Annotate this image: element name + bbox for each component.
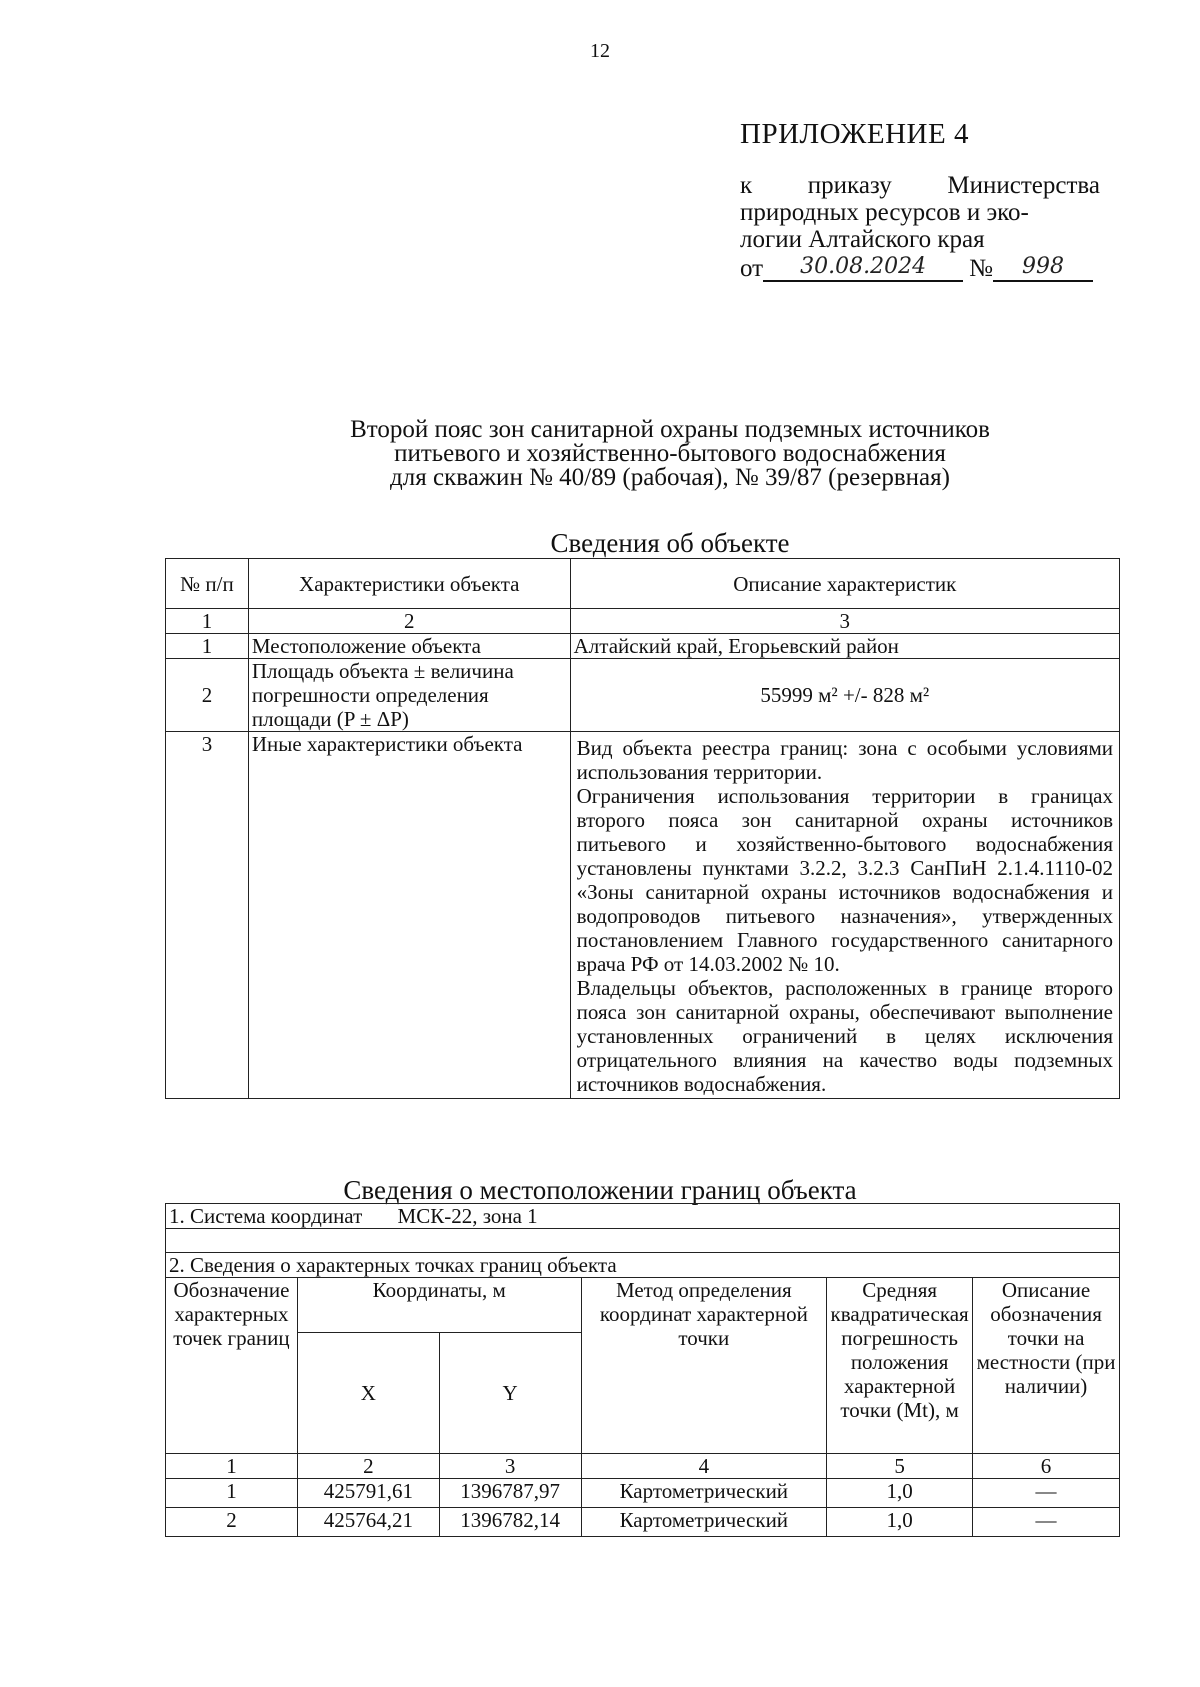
header-x: X [297, 1333, 439, 1454]
header-description: Описание характеристик [570, 559, 1119, 609]
header-point-description: Описание обозначения точки на местности (при наличии) [973, 1278, 1120, 1454]
table-row [166, 634, 1120, 659]
coord-system-label: 1. Система координат [169, 1204, 363, 1228]
title-line: Второй пояс зон санитарной охраны подземных источников [350, 416, 990, 443]
title-line: питьевого и хозяйственно-бытового водоснабжения [394, 440, 946, 467]
header-point-designation: Обозначение характерных точек границ [166, 1278, 298, 1454]
order-word-ministry: Министерства [947, 172, 1100, 199]
header-coordinates: Координаты, м [297, 1278, 581, 1333]
table-row [166, 1508, 1120, 1537]
index-cell: 1 [166, 1454, 298, 1479]
table-row [166, 659, 1120, 732]
row-characteristic: Местоположение объекта [248, 634, 570, 659]
object-table [165, 558, 1120, 1099]
table-index-row [166, 609, 1120, 634]
header-y: Y [439, 1333, 581, 1454]
point-mt: 1,0 [827, 1508, 973, 1537]
object-section-heading: Сведения об объекте [550, 528, 790, 558]
description-paragraph: Владельцы объектов, расположенных в границе второго пояса зон санитарной охраны, обеспечивают выполнение установленных ограничений в целях исключения отрицательного влияния на качество воды подземных источников водоснабжения. [576, 976, 1113, 1096]
point-y: 1396787,97 [439, 1479, 581, 1508]
handwritten-number: 998 [993, 253, 1093, 282]
row-num: 2 [166, 659, 249, 732]
order-word-prikazu: приказу [807, 172, 892, 199]
row-num: 3 [166, 732, 249, 1099]
point-x: 425791,61 [297, 1479, 439, 1508]
coord-system-cell [166, 1204, 1120, 1229]
table-row [166, 732, 1120, 1099]
point-mt: 1,0 [827, 1479, 973, 1508]
points-label: 2. Сведения о характерных точках границ объекта [166, 1253, 1120, 1278]
header-method: Метод определения координат характерной точки [581, 1278, 827, 1454]
order-line-2: природных ресурсов и эко- [740, 199, 1029, 226]
index-cell: 2 [248, 609, 570, 634]
location-table [165, 1203, 1120, 1537]
index-cell: 3 [439, 1454, 581, 1479]
order-line-3: логии Алтайского края [740, 226, 985, 253]
row-description: 55999 м² +/- 828 м² [570, 659, 1119, 732]
point-x: 425764,21 [297, 1508, 439, 1537]
index-cell: 3 [570, 609, 1119, 634]
location-section-heading: Сведения о местоположении границ объекта [343, 1175, 857, 1205]
point-id: 1 [166, 1479, 298, 1508]
handwritten-date: 30.08.2024 [763, 253, 963, 282]
row-characteristic: Площадь объекта ± величина погрешности определения площади (P ± ΔP) [248, 659, 570, 732]
index-cell: 5 [827, 1454, 973, 1479]
page-number: 12 [590, 40, 610, 62]
number-label: № [969, 255, 993, 282]
spacer-row [166, 1229, 1120, 1253]
index-cell: 2 [297, 1454, 439, 1479]
header-error: Средняя квадратическая погрешность положения характерной точки (Mt), м [827, 1278, 973, 1454]
order-date-number [740, 253, 1100, 282]
row-description [570, 732, 1119, 1099]
points-label-row [166, 1253, 1120, 1278]
table-index-row [166, 1454, 1120, 1479]
table-header-row [166, 1278, 1120, 1333]
index-cell: 4 [581, 1454, 827, 1479]
table-row [166, 1479, 1120, 1508]
from-label: от [740, 255, 764, 282]
header-characteristics: Характеристики объекта [248, 559, 570, 609]
document-title [200, 418, 1140, 490]
index-cell: 6 [973, 1454, 1120, 1479]
coord-system-row [166, 1204, 1120, 1229]
point-y: 1396782,14 [439, 1508, 581, 1537]
row-characteristic: Иные характеристики объекта [248, 732, 570, 1099]
row-num: 1 [166, 634, 249, 659]
table-header-row [166, 559, 1120, 609]
coord-system-value: МСК-22, зона 1 [397, 1204, 538, 1228]
header-num: № п/п [166, 559, 249, 609]
point-description: — [973, 1508, 1120, 1537]
point-description: — [973, 1479, 1120, 1508]
point-id: 2 [166, 1508, 298, 1537]
row-description: Алтайский край, Егорьевский район [570, 634, 1119, 659]
description-paragraph: Вид объекта реестра границ: зона с особыми условиями использования территории. [576, 736, 1113, 784]
description-paragraph: Ограничения использования территории в границах второго пояса зон санитарной охраны источников питьевого и хозяйственно-бытового водоснабжения установлены пунктами 3.2.2, 3.2.3 СанПиН 2.1.4.1110-02 «Зоны санитарной охраны источников водоснабжения и водопроводов питьевого назначения», утвержденных постановлением Главного государственного санитарного врача РФ от 14.03.2002 № 10. [576, 784, 1113, 976]
point-method: Картометрический [581, 1508, 827, 1537]
appendix-title: ПРИЛОЖЕНИЕ 4 [740, 118, 969, 150]
order-line-1 [740, 172, 1100, 199]
order-reference [740, 172, 1100, 282]
point-method: Картометрический [581, 1479, 827, 1508]
title-line: для скважин № 40/89 (рабочая), № 39/87 (резервная) [390, 464, 950, 491]
index-cell: 1 [166, 609, 249, 634]
order-word-k: к [740, 172, 753, 199]
